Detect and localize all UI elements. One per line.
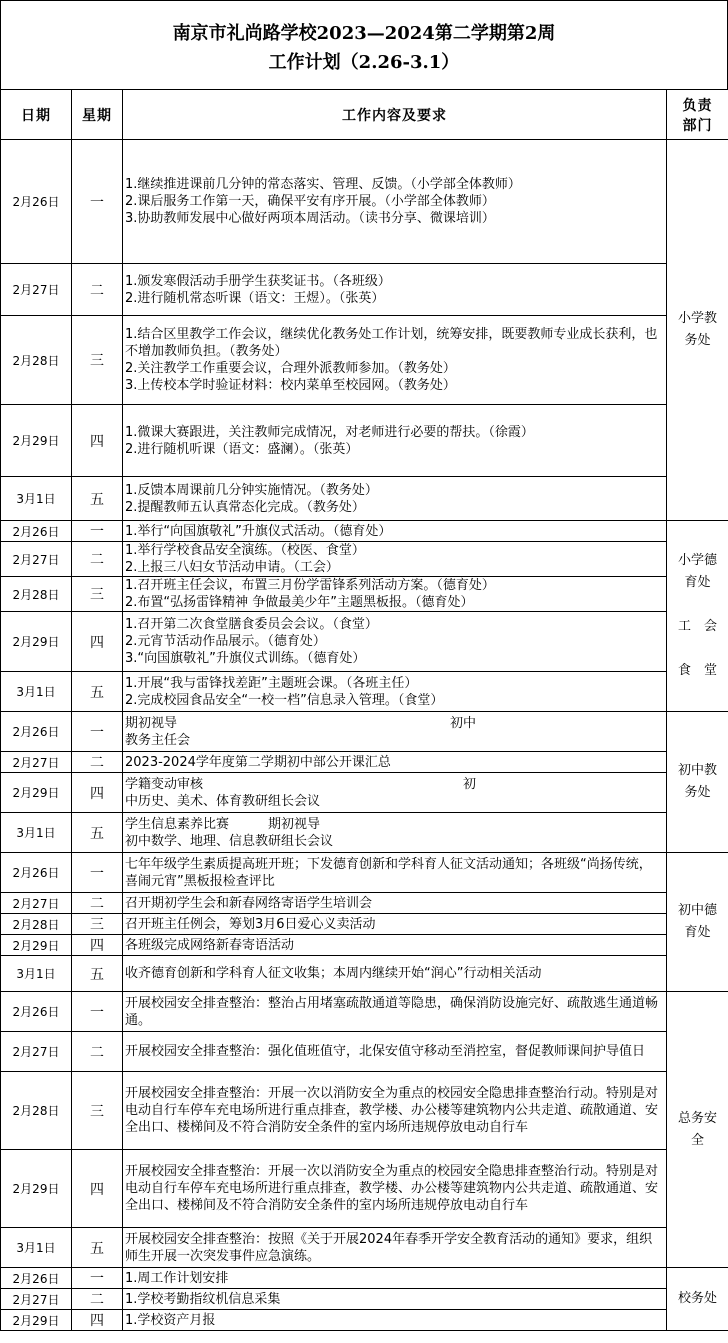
task-cell	[123, 956, 667, 992]
task-item: 开展校园安全排查整治：强化值班值守，北保安值守移动至消控室，督促教师课间护导值日	[125, 1044, 646, 1059]
task-item: 1.召开班主任会议，布置三月份学雷锋系列活动方案。（德育处）	[125, 578, 495, 593]
weekday-cell: 五	[72, 672, 123, 712]
department-name: 工 会	[677, 619, 717, 634]
task-item: 1.颁发寒假活动手册学生获奖证书。（各班级）	[125, 273, 391, 289]
document-title: 南京市礼尚路学校2023—2024第二学期第2周	[172, 23, 556, 44]
table-row	[1, 1032, 728, 1072]
weekday-cell: 一	[72, 521, 123, 542]
table-row	[1, 1289, 728, 1310]
department-name: 食 堂	[677, 663, 717, 678]
task-cell	[123, 542, 667, 577]
header-date: 日期	[1, 90, 72, 140]
task-item: 2.进行随机听课（语文：盛澜）。（张英）	[125, 441, 359, 457]
task-cell	[123, 853, 667, 893]
task-cell	[123, 1228, 667, 1268]
table-row	[1, 521, 728, 542]
task-cell	[123, 712, 667, 752]
department-name: 育处	[684, 925, 711, 940]
table-row	[1, 853, 728, 893]
task-item: 2.完成校园食品安全“一校一档”信息录入管理。（食堂）	[125, 692, 444, 708]
task-item: 开展校园安全排查整治：按照《关于开展2024年春季开学安全教育活动的通知》要求，组织师生开展一次突发事件应急演练。	[125, 1231, 653, 1264]
task-item: 1.结合区里教学工作会议，继续优化教务处工作计划，统筹安排，既要教师专业成长获利，也不增加教师负担。（教务处）	[125, 327, 658, 359]
date-cell: 2月26日	[1, 712, 72, 752]
weekday-cell: 一	[72, 140, 123, 264]
table-row	[1, 813, 728, 853]
task-item: 1.周工作计划安排	[125, 1270, 229, 1286]
table-row	[1, 712, 728, 752]
header-weekday: 星期	[72, 90, 123, 140]
weekday-cell: 四	[72, 405, 123, 477]
header-dept-line: 部门	[682, 117, 713, 134]
weekday-cell: 五	[72, 813, 123, 853]
header-dept	[667, 90, 728, 140]
date-cell: 2月28日	[1, 316, 72, 405]
weekday-cell: 五	[72, 1228, 123, 1268]
task-cell	[123, 316, 667, 405]
department-name	[667, 594, 728, 616]
task-cell	[123, 1032, 667, 1072]
weekday-cell: 二	[72, 542, 123, 577]
weekday-cell: 三	[72, 1072, 123, 1150]
weekday-cell: 五	[72, 956, 123, 992]
task-item: 1.举行“向国旗敬礼”升旗仪式活动。（德育处）	[125, 523, 392, 539]
department-name: 校务处	[677, 1291, 717, 1306]
department-name	[667, 638, 728, 660]
task-cell	[123, 752, 667, 773]
task-item: 各班级完成网络新春寄语活动	[125, 937, 295, 953]
weekday-cell: 四	[72, 612, 123, 672]
date-cell: 2月27日	[1, 542, 72, 577]
department-name: 初中德	[677, 903, 717, 918]
date-cell: 2月27日	[1, 1289, 72, 1310]
document-subtitle: 工作计划（2.26-3.1）	[268, 52, 460, 73]
table-row	[1, 477, 728, 521]
date-cell: 2月29日	[1, 612, 72, 672]
table-row	[1, 893, 728, 914]
date-cell: 2月26日	[1, 992, 72, 1032]
date-cell: 2月26日	[1, 140, 72, 264]
task-item: 1.召开第二次食堂膳食委员会会议。（食堂）	[125, 617, 378, 632]
task-item: 1.学校资产月报	[125, 1312, 216, 1328]
department-name: 初中教	[677, 763, 717, 778]
table-row	[1, 612, 728, 672]
task-item: 2.上报三八妇女节活动申请。（工会）	[125, 560, 339, 575]
weekday-cell: 二	[72, 893, 123, 914]
task-item: 2.提醒教师五认真常态化完成。（教务处）	[125, 499, 365, 515]
task-item: 3.“向国旗敬礼”升旗仪式训练。（德育处）	[125, 651, 366, 666]
task-item: 1.学校考勤指纹机信息采集	[125, 1291, 281, 1307]
date-cell: 3月1日	[1, 813, 72, 853]
table-row	[1, 773, 728, 813]
task-item: 收齐德育创新和学科育人征文收集；本周内继续开始“润心”行动相关活动	[125, 966, 542, 981]
task-item: 1.继续推进课前几分钟的常态落实、管理、反馈。（小学部全体教师）	[125, 177, 521, 192]
weekday-cell: 一	[72, 853, 123, 893]
weekday-cell: 四	[72, 935, 123, 956]
table-row	[1, 935, 728, 956]
date-cell: 2月26日	[1, 853, 72, 893]
date-cell: 2月29日	[1, 935, 72, 956]
task-item: 中历史、美术、体育教研组长会议	[125, 793, 321, 809]
weekday-cell: 三	[72, 914, 123, 935]
task-cell	[123, 773, 667, 813]
weekday-cell: 四	[72, 1310, 123, 1331]
task-cell	[123, 1072, 667, 1150]
department-name: 小学德	[677, 553, 717, 568]
date-cell: 2月27日	[1, 264, 72, 316]
department-name: 务处	[684, 785, 711, 800]
task-item: 学生信息素养比赛 期初视导	[125, 816, 321, 832]
department-name: 务处	[684, 333, 711, 348]
task-item: 初中数学、地理、信息教研组长会议	[125, 833, 334, 849]
department-name: 小学教	[677, 311, 717, 326]
task-item: 2.元宵节活动作品展示。（德育处）	[125, 634, 326, 649]
title-block	[0, 0, 728, 90]
table-row	[1, 316, 728, 405]
work-plan-table	[0, 89, 728, 1331]
task-item: 1.反馈本周课前几分钟实施情况。（教务处）	[125, 482, 378, 498]
date-cell: 3月1日	[1, 1228, 72, 1268]
weekday-cell: 三	[72, 577, 123, 612]
department-name: 总务安	[677, 1110, 717, 1126]
weekday-cell: 二	[72, 1289, 123, 1310]
task-item: 教务主任会	[125, 732, 191, 748]
task-item: 2023-2024学年度第二学期初中部公开课汇总	[125, 754, 391, 770]
task-cell	[123, 264, 667, 316]
task-cell	[123, 992, 667, 1032]
header-row	[1, 90, 728, 140]
task-item: 开展校园安全排查整治：整治占用堵塞疏散通道等隐患，确保消防设施完好、疏散逃生通道畅通。	[125, 995, 659, 1028]
table-row	[1, 992, 728, 1032]
task-item: 1.举行学校食品安全演练。（校医、食堂）	[125, 543, 365, 558]
table-row	[1, 542, 728, 577]
department-name: 育处	[684, 575, 711, 590]
table-row	[1, 1310, 728, 1331]
weekday-cell: 四	[72, 1150, 123, 1228]
task-cell	[123, 1150, 667, 1228]
table-row	[1, 1228, 728, 1268]
task-item: 开展校园安全排查整治：开展一次以消防安全为重点的校园安全隐患排查整治行动。特别是对电动自行车停车充电场所进行重点排查，教学楼、办公楼等建筑物内公共走道、疏散通道、安全出口、楼梯间及不符合消防安全条件的室内场所违规停放电动自行车	[125, 1164, 659, 1213]
date-cell: 2月27日	[1, 1032, 72, 1072]
task-cell	[123, 577, 667, 612]
task-cell	[123, 672, 667, 712]
task-cell	[123, 1268, 667, 1289]
task-item: 召开班主任例会，筹划3月6日爱心义卖活动	[125, 916, 376, 932]
table-row	[1, 956, 728, 992]
date-cell: 3月1日	[1, 477, 72, 521]
department-cell	[667, 853, 728, 992]
task-item: 3.上传校本学时验证材料：校内菜单至校园网。（教务处）	[125, 378, 456, 393]
weekday-cell: 四	[72, 773, 123, 813]
table-row	[1, 577, 728, 612]
task-cell	[123, 1289, 667, 1310]
date-cell: 2月28日	[1, 577, 72, 612]
task-cell	[123, 405, 667, 477]
task-cell	[123, 477, 667, 521]
task-item: 1.微课大赛跟进，关注教师完成情况，对老师进行必要的帮扶。（徐霞）	[125, 424, 534, 440]
table-row	[1, 1072, 728, 1150]
date-cell: 2月29日	[1, 1310, 72, 1331]
task-cell	[123, 893, 667, 914]
weekday-cell: 二	[72, 752, 123, 773]
date-cell: 2月28日	[1, 1072, 72, 1150]
date-cell: 3月1日	[1, 956, 72, 992]
department-cell	[667, 992, 728, 1268]
task-item: 学籍变动审核 初	[125, 776, 477, 792]
weekday-cell: 五	[72, 477, 123, 521]
task-item: 开展校园安全排查整治：开展一次以消防安全为重点的校园安全隐患排查整治行动。特别是对电动自行车停车充电场所进行重点排查，教学楼、办公楼等建筑物内公共走道、疏散通道、安全出口、楼梯间及不符合消防安全条件的室内场所违规停放电动自行车	[125, 1086, 659, 1135]
task-cell	[123, 935, 667, 956]
weekday-cell: 二	[72, 1032, 123, 1072]
task-item: 2.课后服务工作第一天，确保平安有序开展。（小学部全体教师）	[125, 194, 495, 209]
table-row	[1, 405, 728, 477]
task-cell	[123, 813, 667, 853]
task-cell	[123, 521, 667, 542]
table-row	[1, 914, 728, 935]
table-row	[1, 1268, 728, 1289]
header-dept-line: 负责	[682, 97, 713, 114]
date-cell: 2月29日	[1, 405, 72, 477]
table-row	[1, 1150, 728, 1228]
task-cell	[123, 140, 667, 264]
date-cell: 2月26日	[1, 1268, 72, 1289]
table-row	[1, 264, 728, 316]
task-cell	[123, 1310, 667, 1331]
weekday-cell: 一	[72, 992, 123, 1032]
task-item: 1.开展“我与雷锋找差距”主题班会课。（各班主任）	[125, 675, 418, 691]
task-item: 2.进行随机常态听课（语文：王煜）。（张英）	[125, 290, 385, 306]
table-row	[1, 140, 728, 264]
task-cell	[123, 914, 667, 935]
date-cell: 2月27日	[1, 893, 72, 914]
department-cell	[667, 140, 728, 521]
date-cell: 2月27日	[1, 752, 72, 773]
date-cell: 2月26日	[1, 521, 72, 542]
table-row	[1, 752, 728, 773]
weekday-cell: 三	[72, 316, 123, 405]
date-cell: 2月28日	[1, 914, 72, 935]
task-cell	[123, 612, 667, 672]
department-name: 全	[690, 1132, 704, 1148]
date-cell: 2月29日	[1, 773, 72, 813]
task-item: 3.协助教师发展中心做好两项本周活动。（读书分享、微课培训）	[125, 211, 495, 226]
department-cell	[667, 1268, 728, 1331]
task-item: 召开期初学生会和新春网络寄语学生培训会	[125, 895, 373, 911]
department-cell	[667, 521, 728, 712]
date-cell: 3月1日	[1, 672, 72, 712]
task-item: 2.布置“弘扬雷锋精神 争做最美少年”主题黑板报。（德育处）	[125, 595, 474, 610]
department-cell	[667, 712, 728, 853]
weekday-cell: 一	[72, 1268, 123, 1289]
date-cell: 2月29日	[1, 1150, 72, 1228]
table-row	[1, 672, 728, 712]
task-item: 七年年级学生素质提高班开班；下发德育创新和学科育人征文活动通知；各班级“尚扬传统，喜闹元宵”黑板报检查评比	[125, 856, 652, 889]
task-item: 2.关注教学工作重要会议，合理外派教师参加。（教务处）	[125, 361, 456, 376]
weekday-cell: 一	[72, 712, 123, 752]
weekday-cell: 二	[72, 264, 123, 316]
task-item: 期初视导 初中	[125, 715, 477, 731]
header-content: 工作内容及要求	[123, 90, 667, 140]
